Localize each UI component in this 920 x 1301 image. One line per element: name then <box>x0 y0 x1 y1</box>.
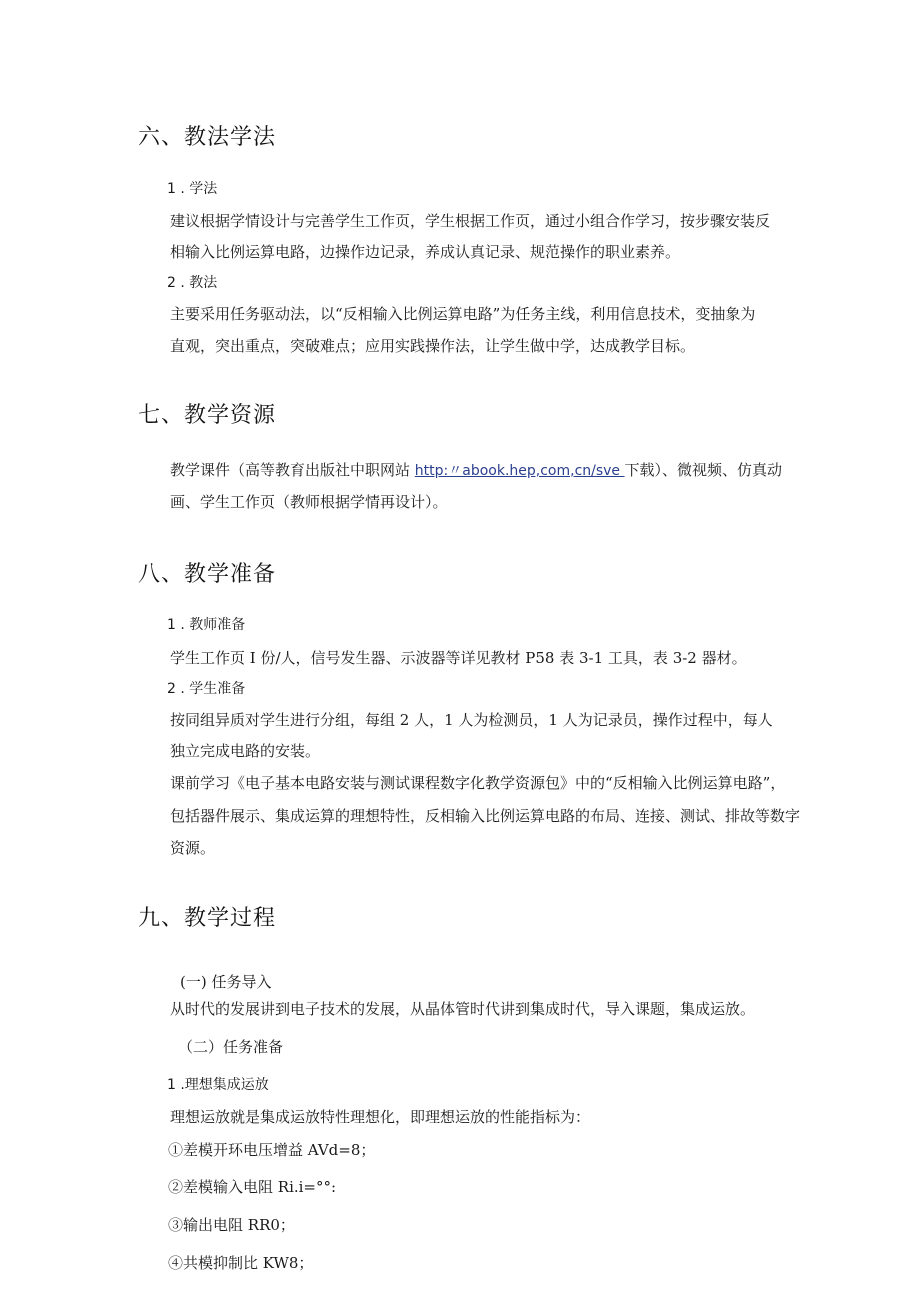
section-6-para-2-line-2: 直观，突出重点，突破难点；应用实践操作法，让学生做中学，达成教学目标。 <box>170 337 696 355</box>
section-8-para-1: 学生工作页 I 份/人，信号发生器、示波器等详见教材 P58 表 3-1 工具，表 3-2 器材。 <box>170 649 747 667</box>
list-item: ④共模抑制比 KW8； <box>168 1254 314 1272</box>
section-7-para-text-post: 下载）、微视频、仿真动 <box>624 461 783 479</box>
section-8-para-3-line-3: 资源。 <box>170 839 216 857</box>
section-9-para-2: 理想运放就是集成运放特性理想化，即理想运放的性能指标为： <box>170 1108 591 1126</box>
section-6-heading: 六、教法学法 <box>138 125 277 150</box>
section-6-sub-1: 1 . 学法 <box>167 181 218 197</box>
section-6-para-1-line-2: 相输入比例运算电路，边操作边记录，养成认真记录、规范操作的职业素养。 <box>170 243 681 261</box>
section-9-item-1: 1 .理想集成运放 <box>167 1077 269 1093</box>
resource-website-link[interactable]: http:〃abook.hep,com,cn/sve <box>414 463 625 479</box>
list-item: ②差模输入电阻 Ri.i=°°: <box>168 1178 337 1196</box>
section-8-sub-1: 1 . 教师准备 <box>167 617 246 633</box>
section-7-para-line-1 <box>170 459 782 480</box>
section-8-para-3-line-2: 包括器件展示、集成运算的理想特性，反相输入比例运算电路的布局、连接、测试、排故等数字 <box>170 807 801 825</box>
section-8-para-2-line-2: 独立完成电路的安装。 <box>170 742 321 760</box>
section-6-para-1-line-1: 建议根据学情设计与完善学生工作页，学生根据工作页，通过小组合作学习，按步骤安装反 <box>170 212 771 230</box>
list-item: ①差模开环电压增益 AVd=8； <box>168 1141 376 1159</box>
section-9-heading: 九、教学过程 <box>138 906 277 931</box>
section-9-sub-1: (一) 任务导入 <box>180 973 272 991</box>
section-8-heading: 八、教学准备 <box>138 562 277 587</box>
section-9-para-1: 从时代的发展讲到电子技术的发展，从晶体管时代讲到集成时代，导入课题，集成运放。 <box>170 1000 756 1018</box>
list-item: ③输出电阻 RR0； <box>168 1216 295 1234</box>
section-6-para-2-line-1: 主要采用任务驱动法，以“反相输入比例运算电路”为任务主线，利用信息技术，变抽象为 <box>170 305 756 323</box>
section-8-sub-2: 2 . 学生准备 <box>167 681 246 697</box>
section-6-sub-2: 2 . 教法 <box>167 275 218 291</box>
section-8-para-3-line-1: 课前学习《电子基本电路安装与测试课程数字化教学资源包》中的“反相输入比例运算电路”， <box>170 774 786 792</box>
section-7-para-line-2: 画、学生工作页（教师根据学情再设计）。 <box>170 493 448 511</box>
section-7-heading: 七、教学资源 <box>138 403 277 428</box>
section-9-sub-2: （二）任务准备 <box>178 1038 284 1056</box>
section-7-para-text-pre: 教学课件（高等教育出版社中职网站 <box>170 461 415 479</box>
section-8-para-2-line-1: 按同组异质对学生进行分组，每组 2 人，1 人为检测员，1 人为记录员，操作过程中，每人 <box>170 711 773 729</box>
